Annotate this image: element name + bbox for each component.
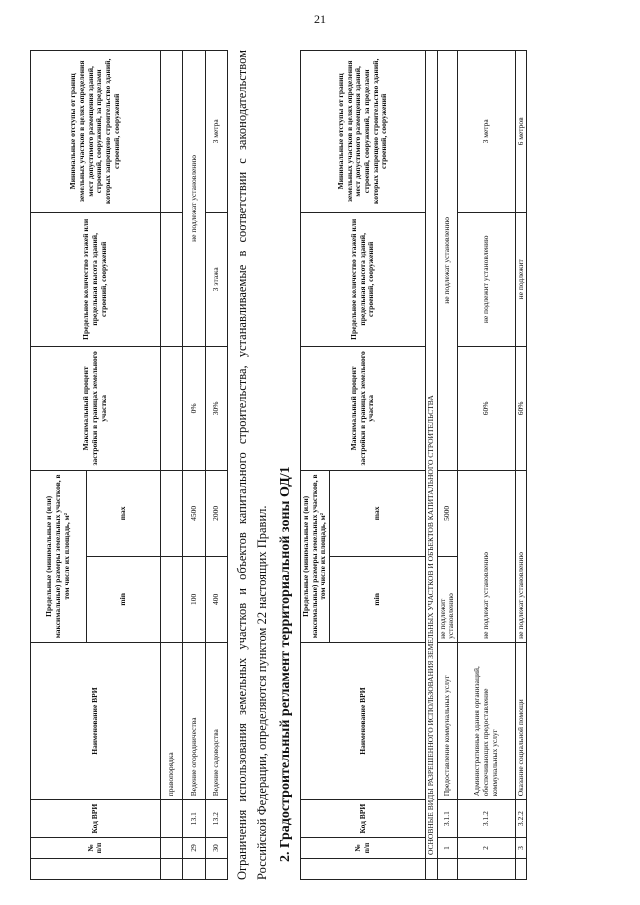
regulation-table-2 xyxy=(300,50,527,880)
restrictions-paragraph: Ограничения использования земельных участков и объектов капитального строительства, устанавливаемые в соответствии с законодательством Российской Федерации, определяются пунктом 22 настоящих Правил. xyxy=(235,50,269,880)
col-header-num: № п/п xyxy=(31,838,161,859)
cell-floors: не подлежат установлению xyxy=(183,51,205,347)
cell-name: Ведение садоводства xyxy=(205,642,227,799)
cell-name: Оказание социальной помощи xyxy=(515,642,527,799)
cell-floors: не подлежит xyxy=(515,212,527,346)
cell-percent: 60% xyxy=(515,346,527,470)
section-heading: 2. Градостроительный регламент территориальной зоны ОД/1 xyxy=(278,466,293,862)
cell-min: 100 xyxy=(183,556,205,642)
col-header-setback: Минимальные отступы от границ земельных участков в целях определения мест допустимого размещения зданий, строений, сооружений, за пределами которых запрещено строительство зданий, строений, сооружений xyxy=(301,51,426,213)
table-row xyxy=(457,51,515,880)
col-header-floors: Предельное количество этажей или предельная высота зданий, строений, сооружений xyxy=(301,212,426,346)
cell-max: 4500 xyxy=(183,470,205,556)
cell-num: 3 xyxy=(515,838,527,859)
table-row xyxy=(515,51,527,880)
col-header-min: min xyxy=(86,556,160,642)
cell-setback: 6 метров xyxy=(515,51,527,213)
cell-floors: не подлежит установлению xyxy=(457,212,515,346)
col-header-size: Предельные (минимальные и (или) максимальные) размеры земельных участков, в том числе их площадь, м² xyxy=(301,470,330,642)
cell-name: Предоставление коммунальных услуг xyxy=(437,642,457,799)
table-group-row xyxy=(425,51,437,880)
cell-code: 3.1.2 xyxy=(457,800,515,838)
cell-num: 1 xyxy=(437,838,457,859)
rotated-landscape-content xyxy=(30,50,610,880)
cell-code: 3.1.1 xyxy=(437,800,457,838)
cell-min: 400 xyxy=(205,556,227,642)
col-header-num: № п/п xyxy=(301,838,426,859)
cell-max: 2000 xyxy=(205,470,227,556)
table-cell-partial: правопорядка xyxy=(160,642,182,799)
group-title: ОСНОВНЫЕ ВИДЫ РАЗРЕШЕННОГО ИСПОЛЬЗОВАНИЯ ЗЕМЕЛЬНЫХ УЧАСТКОВ И ОБЪЕКТОВ КАПИТАЛЬНОГО СТРОИТЕЛЬСТВА xyxy=(425,51,437,859)
cell-code: 13.1 xyxy=(183,800,205,838)
cell-percent: 60% xyxy=(457,346,515,470)
page-number: 21 xyxy=(314,12,326,26)
col-header-name: Наименование ВРИ xyxy=(31,642,161,799)
col-header-setback: Минимальные отступы от границ земельных участков в целях определения мест допустимого размещения зданий, строений, сооружений, за пределами которых запрещено строительство зданий, строений, сооружений xyxy=(31,51,161,213)
cell-num: 2 xyxy=(457,838,515,859)
cell-setback: 3 метра xyxy=(457,51,515,213)
cell-name: Ведение огородничества xyxy=(183,642,205,799)
col-header-code: Код ВРИ xyxy=(301,800,426,838)
cell-min: не подлежат установлению xyxy=(457,470,515,642)
cell-percent: 30% xyxy=(205,346,227,470)
col-header-floors: Предельное количество этажей или предельная высота зданий, строений, сооружений xyxy=(31,212,161,346)
col-header-code: Код ВРИ xyxy=(31,800,161,838)
cell-code: 13.2 xyxy=(205,800,227,838)
cell-floors: 3 этажа xyxy=(205,212,227,346)
col-header-name: Наименование ВРИ xyxy=(301,642,426,799)
cell-max: 5000 xyxy=(437,470,457,556)
table-row xyxy=(160,51,182,880)
cell-num: 30 xyxy=(205,838,227,859)
cell-code: 3.2.2 xyxy=(515,800,527,838)
cell-min: не подлежит установлению xyxy=(437,556,457,642)
cell-setback: 3 метра xyxy=(205,51,227,213)
cell-num: 29 xyxy=(183,838,205,859)
col-header-max: max xyxy=(86,470,160,556)
cell-percent: не подлежат установлению xyxy=(437,51,457,471)
regulation-table-1 xyxy=(30,50,228,880)
col-header-percent: Максимальный процент застройки в границах земельного участка xyxy=(31,346,161,470)
table-row xyxy=(183,51,205,880)
col-header-min: min xyxy=(329,556,425,642)
col-header-percent: Максимальный процент застройки в границах земельного участка xyxy=(301,346,426,470)
table-row xyxy=(205,51,227,880)
cell-name: Административные здания организаций, обеспечивающих предоставление коммунальных услуг xyxy=(457,642,515,799)
table-row xyxy=(437,51,457,880)
cell-percent: 0% xyxy=(183,346,205,470)
col-header-size: Предельные (минимальные и (или) максимальные) размеры земельных участков, в том числе их площадь, м² xyxy=(31,470,87,642)
col-header-max: max xyxy=(329,470,425,556)
cell-min: не подлежат установлению xyxy=(515,470,527,642)
